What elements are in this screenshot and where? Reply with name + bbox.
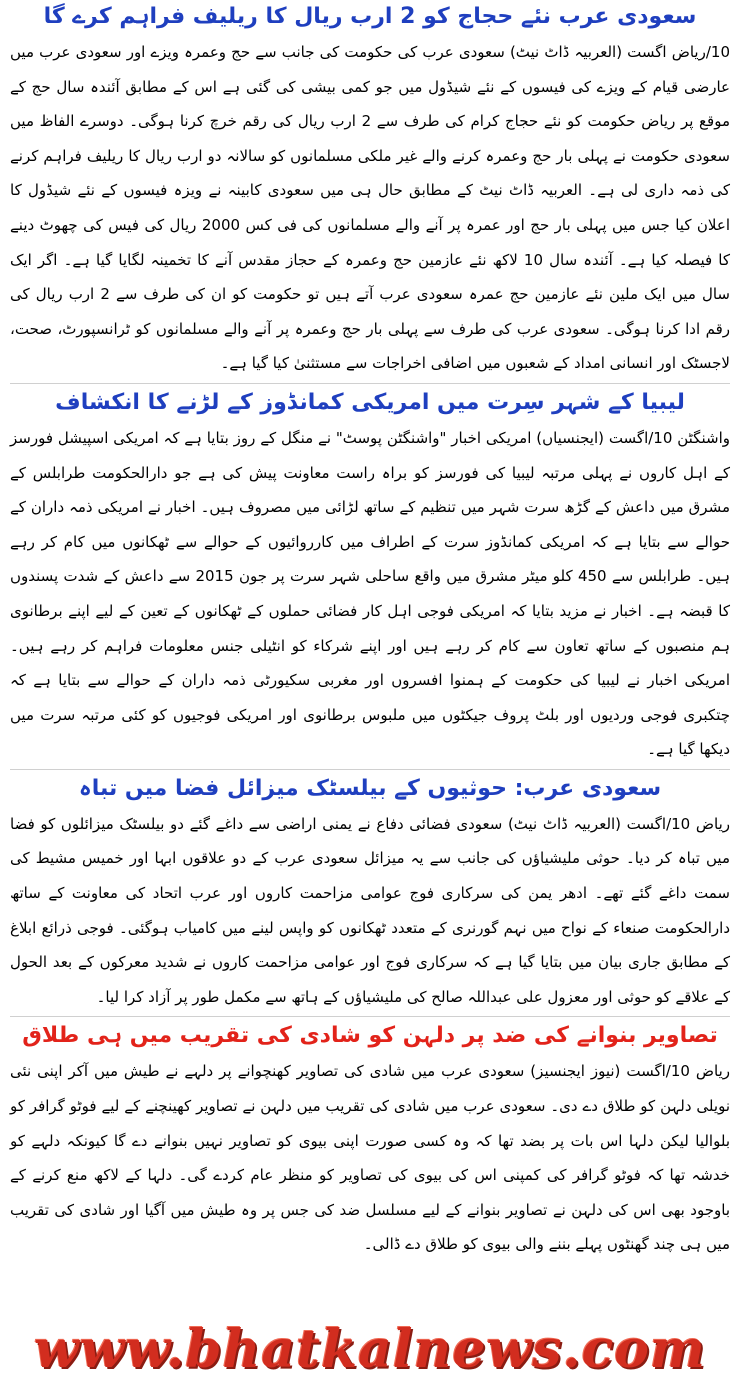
article-headline: سعودی عرب نئے حجاج کو 2 ارب ریال کا ریلیف فراہم کرے گا [43, 4, 697, 29]
divider [10, 383, 730, 384]
website-footer [0, 1319, 740, 1381]
article-body: ریاض 10/اگست (نیوز ایجنسیز) سعودی عرب میں شادی کی تصاویر کھنچوانے پر دلہے نے طیش میں آکر اپنی نئی نویلی دلہن کو طلاق دے دی۔ سعودی عرب میں شادی کی تقریب میں دلہن نے تصاویر کھینچنے کے لیے فوٹو گرافر کو بلوالیا لیکن دلہا اس بات پر بضد تھا کہ وہ کسی صورت اپنی بیوی کو تصاویر نہیں بنوانے دے گا کیونکہ دلہے کو خدشہ تھا کہ فوٹو گرافر کی کمپنی اس کی بیوی کی تصاویر کو منظر عام کردے گی۔ دلہا کے لاکھ منع کرنے کے باوجود بھی اس کی دلہن نے تصاویر بنوانے کے لیے مسلسل ضد کی جس پر وہ طیش میں آگیا اور شادی کی تقریب میں ہی چند گھنٹوں پہلے بننے والی بیوی کو طلاق دے ڈالی۔ [10, 1062, 730, 1254]
divider [10, 769, 730, 770]
article-body: واشنگٹن 10/اگست (ایجنسیاں) امریکی اخبار "واشنگٹن پوسٹ" نے منگل کے روز بتایا ہے کہ امریکی اسپیشل فورسز کے اہل کاروں نے پہلی مرتبہ لیبیا کی فورسز کو براہ راست معاونت پیش کی ہے جو دارالحکومت طرابلس کے مشرق میں داعش کے گڑھ سرت شہر میں تنظیم کے ساتھ لڑائی میں مصروف ہیں۔ اخبار نے امریکی ذمہ داران کے حوالے سے بتایا ہے کہ امریکی کمانڈوز سرت کے اطراف میں کارروائیوں کے حوالے سے ٹھکانوں میں کام کر رہے ہیں۔ طرابلس سے 450 کلو میٹر مشرق میں واقع ساحلی شہر سرت پر جون 2015 سے داعش کے شدت پسندوں کا قبضہ ہے۔ اخبار نے مزید بتایا کہ امریکی فوجی اہل کار فضائی حملوں کے ٹھکانوں کے تعین کے لیے اپنے برطانوی ہم منصبوں کے ساتھ تعاون سے کام کر رہے ہیں اور اپنے شرکاء کو انٹیلی جنس معلومات فراہم کر رہے ہیں۔ امریکی اخبار نے لیبیا کی حکومت کے ہمنوا افسروں اور مغربی سکیورٹی ذمہ داران کے حوالے سے بتایا ہے کہ چتکبری فوجی وردیوں اور بلٹ پروف جیکٹوں میں ملبوس برطانوی اور امریکی فوجیوں کو کئی مرتبہ سرت میں دیکھا گیا ہے۔ [10, 428, 731, 759]
divider [10, 1016, 730, 1017]
article-saudi-hajj-relief [6, 0, 734, 381]
article-body: 10/ریاض اگست (العربیہ ڈاٹ نیٹ) سعودی عرب کی حکومت کی جانب سے حج وعمرہ ویزے اور سعودی عرب میں عارضی قیام کے ویزے کی فیسوں کے نئے شیڈول میں جو کمی بیشی کی گئی ہے اس کے مطابق آئندہ سال حج کے موقع پر ریاض حکومت کو نئے حجاج کرام کی طرف سے 2 ارب ریال کی رقم خرچ کرنا ہوگی۔ دوسرے الفاظ میں سعودی حکومت نے پہلی بار حج وعمرہ کرنے والے غیر ملکی مسلمانوں کو سالانہ دو ارب ریال کا ریلیف فراہم کرنے کی ذمہ داری لی ہے۔ العربیہ ڈاٹ نیٹ کے مطابق حال ہی میں سعودی کابینہ نے ویزہ فیسوں کے نئے شیڈول کا اعلان کیا جس میں پہلی بار حج اور عمرہ پر آنے والے مسلمانوں کی فی کس 2000 ریال کی فیس کی چھوٹ دینے کا فیصلہ کیا ہے۔ آئندہ سال 10 لاکھ نئے عازمین حج وعمرہ کے حجاز مقدس آنے کا تخمینہ لگایا گیا ہے۔ اگر ایک سال میں ایک ملین نئے عازمین حج عمرہ سعودی عرب آتے ہیں تو حکومت کو ان کی طرف سے 2 ارب ریال کی رقم ادا کرنا ہوگی۔ سعودی عرب کی طرف سے پہلی بار حج وعمرہ پر آنے والے مسلمانوں کو ٹرانسپورٹ، صحت، لاجسٹک اور انسانی امداد کے شعبوں میں اضافی اخراجات سے مستثنیٰ کیا گیا ہے۔ [10, 43, 731, 373]
article-body: ریاض 10/اگست (العربیہ ڈاٹ نیٹ) سعودی فضائی دفاع نے یمنی اراضی سے داغے گئے دو بیلسٹک میزائلوں کو فضا میں تباہ کر دیا۔ حوثی ملیشیاؤں کی جانب سے یہ میزائل سعودی عرب کے دو علاقوں ابہا اور خمیس مشیط کی سمت داغے گئے تھے۔ ادھر یمن کی سرکاری فوج عوامی مزاحمت کاروں اور عرب اتحاد کی معاونت کے ساتھ دارالحکومت صنعاء کے نواح میں نہم گورنری کے متعدد ٹھکانوں کو واپس لینے میں کامیاب ہوگئی۔ فوجی ذرائع ابلاغ کے مطابق جاری بیان میں بتایا گیا ہے کہ سرکاری فوج اور عوامی مزاحمت کاروں نے شدید معرکوں کے بعد الحول کے علاقے کو حوثی اور معزول علی عبداللہ صالح کی ملیشیاؤں کے ہاتھ سے مکمل طور پر آزاد کرا لیا۔ [10, 814, 730, 1006]
article-houthi-missiles [6, 772, 734, 1015]
article-wedding-divorce [6, 1019, 734, 1262]
article-headline: سعودی عرب: حوثیوں کے بیلسٹک میزائل فضا میں تباہ [78, 775, 662, 801]
article-libya-sirte [6, 386, 734, 767]
website-url[interactable]: www.bhatkalnews.com [34, 1319, 706, 1380]
article-headline: تصاویر بنوانے کی ضد پر دلہن کو شادی کی تقریب میں ہی طلاق [22, 1023, 718, 1049]
article-headline: لیبیا کے شہر سِرت میں امریکی کمانڈوز کے لڑنے کا انکشاف [55, 389, 685, 415]
